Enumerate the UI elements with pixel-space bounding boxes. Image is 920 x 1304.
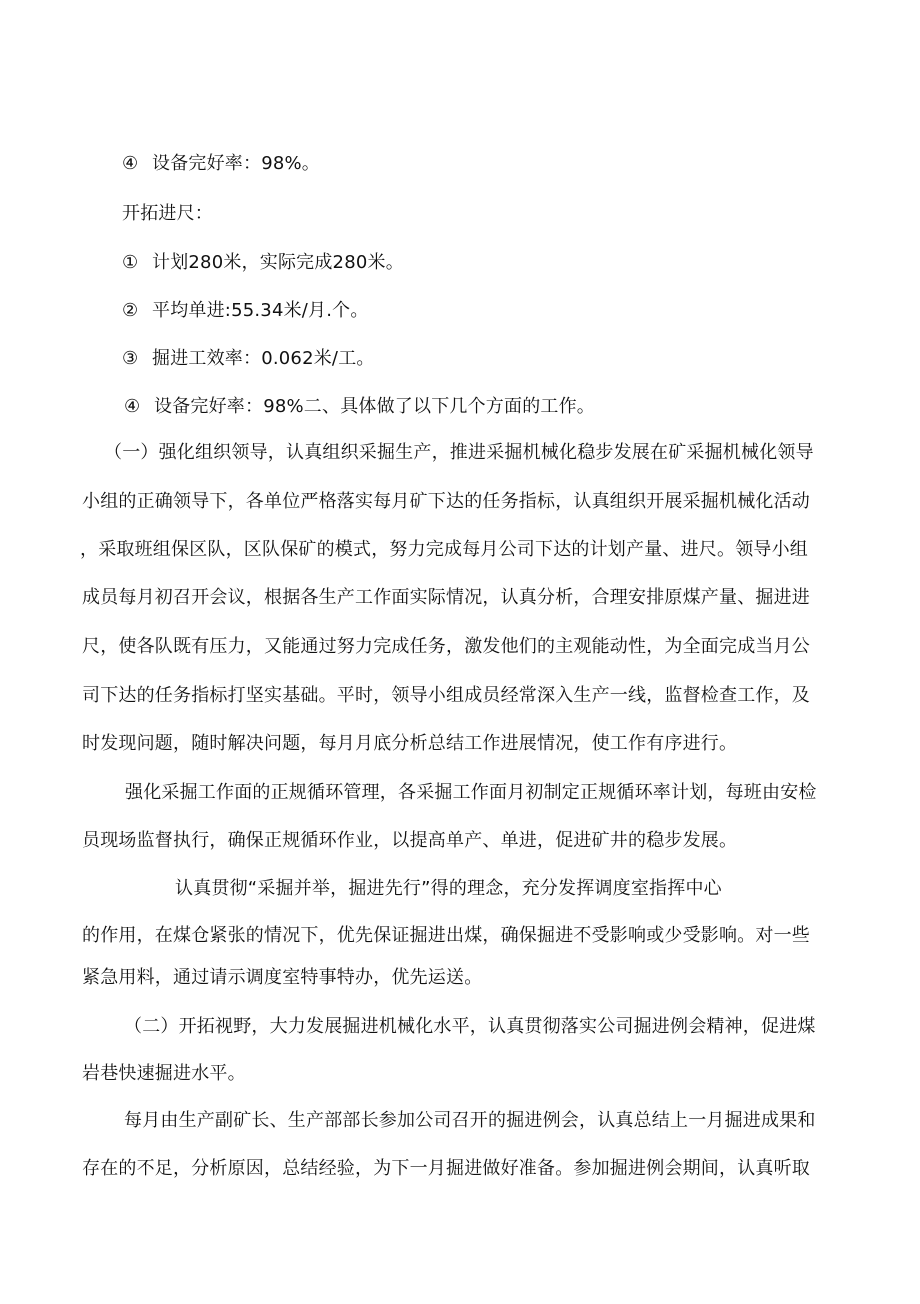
list-item-text: 开拓进尺： bbox=[122, 203, 213, 224]
list-item bbox=[122, 151, 320, 177]
list-marker: ④ bbox=[124, 396, 141, 417]
paragraph-line: 紧急用料，通过请示调度室特事特办，优先运送。 bbox=[82, 967, 483, 988]
paragraph-line: ，采取班组保区队，区队保矿的模式，努力完成每月公司下达的计划产量、进尺。领导小组 bbox=[80, 539, 808, 560]
list-marker: ④ bbox=[122, 153, 139, 174]
list-item bbox=[122, 298, 369, 324]
list-item bbox=[122, 346, 375, 372]
paragraph-line: 存在的不足，分析原因，总结经验，为下一月掘进做好准备。参加掘进例会期间，认真听取 bbox=[82, 1158, 810, 1179]
list-marker: ① bbox=[122, 252, 139, 273]
paragraph-line: 认真贯彻“采掘并举，掘进先行”得的理念，充分发挥调度室指挥中心 bbox=[175, 878, 722, 899]
list-item bbox=[122, 250, 404, 276]
list-marker: ② bbox=[122, 300, 139, 321]
paragraph-line: 员现场监督执行，确保正规循环作业，以提高单产、单进，促进矿井的稳步发展。 bbox=[82, 830, 738, 851]
list-item-text: 设备完好率：98%。 bbox=[152, 153, 321, 174]
paragraph-line: （二）开拓视野，大力发展掘进机械化水平，认真贯彻落实公司掘进例会精神，促进煤 bbox=[124, 1016, 816, 1037]
list-marker: ③ bbox=[122, 348, 139, 369]
paragraph-line: 司下达的任务指标打坚实基础。平时，领导小组成员经常深入生产一线，监督检查工作，及 bbox=[82, 685, 810, 706]
list-item-text: 设备完好率：98%二、具体做了以下几个方面的工作。 bbox=[154, 396, 596, 417]
paragraph-line: 的作用，在煤仓紧张的情况下，优先保证掘进出煤，确保掘进不受影响或少受影响。对一些 bbox=[82, 925, 810, 946]
paragraph-line: 时发现问题，随时解决问题，每月月底分析总结工作进展情况，使工作有序进行。 bbox=[82, 733, 738, 754]
list-item-text: 平均单进:55.34米/月.个。 bbox=[152, 300, 369, 321]
list-item-text: 掘进工效率：0.062米/工。 bbox=[152, 348, 375, 369]
section-label bbox=[122, 201, 213, 227]
paragraph-line: 每月由生产副矿长、生产部部长参加公司召开的掘进例会，认真总结上一月掘进成果和 bbox=[124, 1110, 816, 1131]
paragraph-line: 岩巷快速掘进水平。 bbox=[82, 1063, 246, 1084]
paragraph-line: 成员每月初召开会议，根据各生产工作面实际情况，认真分析，合理安排原煤产量、掘进进 bbox=[82, 587, 810, 608]
list-item bbox=[124, 394, 595, 420]
paragraph-line: 小组的正确领导下，各单位严格落实每月矿下达的任务指标，认真组织开展采掘机械化活动 bbox=[82, 491, 810, 512]
list-item-text: 计划280米，实际完成280米。 bbox=[152, 252, 404, 273]
paragraph-line: （一）强化组织领导，认真组织采掘生产，推进采掘机械化稳步发展在矿采掘机械化领导 bbox=[104, 442, 814, 463]
paragraph-line: 尺，使各队既有压力，又能通过努力完成任务，激发他们的主观能动性，为全面完成当月公 bbox=[82, 636, 810, 657]
paragraph-line: 强化采掘工作面的正规循环管理，各采掘工作面月初制定正规循环率计划，每班由安检 bbox=[125, 782, 817, 803]
